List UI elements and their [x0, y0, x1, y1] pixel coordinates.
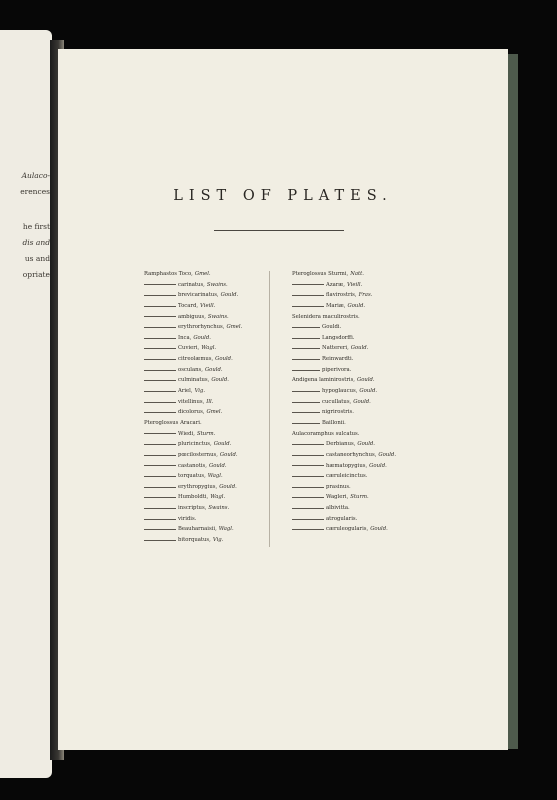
page-edge — [508, 54, 518, 749]
species-name: Derbianus, — [326, 441, 356, 448]
species-author: Vieill. — [346, 281, 363, 288]
ditto-dash — [144, 402, 176, 403]
species-name: Baillonii. — [322, 419, 346, 426]
left-page-fragment: erences — [20, 187, 50, 196]
species-name: cæruleogularis, — [326, 526, 369, 533]
species-name: erythrorhynchus, — [178, 324, 225, 331]
ditto-dash — [144, 327, 176, 328]
plate-entry — [292, 407, 482, 418]
plate-entry — [292, 503, 482, 514]
ditto-dash — [292, 348, 320, 349]
ditto-dash — [144, 497, 176, 498]
ditto-dash — [144, 508, 176, 509]
ditto-dash — [144, 455, 176, 456]
species-name: pluricinctus, — [178, 441, 212, 448]
species-name: Wiedi, — [178, 430, 195, 437]
ditto-dash — [292, 370, 320, 371]
species-author: Gould. — [353, 398, 371, 405]
species-name: Cuvieri, — [178, 345, 200, 352]
species-name: erythropygius, — [178, 483, 218, 490]
ditto-dash — [144, 295, 176, 296]
plate-entry — [292, 365, 482, 376]
plate-entry — [292, 514, 482, 525]
species-name: cucullatus, — [322, 398, 352, 405]
ditto-dash — [292, 391, 320, 392]
species-name: torquatus, — [178, 473, 206, 480]
plate-entry — [292, 322, 482, 333]
species-name: osculans, — [178, 366, 203, 373]
species-name: citreolæmus, — [178, 356, 214, 363]
plate-entry — [292, 312, 482, 323]
species-name: Pteroglossus Aracari. — [144, 419, 202, 426]
species-author: Fras. — [358, 292, 373, 299]
species-author: Vig. — [194, 388, 206, 395]
ditto-dash — [144, 476, 176, 477]
species-name: prasinus. — [326, 483, 351, 490]
ditto-dash — [292, 338, 320, 339]
species-author: Gould. — [219, 451, 238, 458]
ditto-dash — [292, 423, 320, 424]
plate-entry — [292, 280, 482, 291]
ditto-dash — [292, 455, 324, 456]
ditto-dash — [292, 327, 320, 328]
species-name: pœcilosternus, — [178, 451, 218, 458]
ditto-dash — [144, 284, 176, 285]
left-page-fragment: he first — [22, 222, 50, 231]
ditto-dash — [292, 295, 324, 296]
ditto-dash — [292, 508, 324, 509]
species-author: Wagl. — [218, 526, 234, 533]
species-name: nigrirostris. — [322, 409, 354, 416]
plate-entry — [292, 492, 482, 503]
ditto-dash — [292, 487, 324, 488]
species-name: bitorquatus, — [178, 537, 211, 544]
species-name: Ariel, — [178, 388, 193, 395]
plate-entry — [292, 397, 482, 408]
species-name: Nattereri, — [322, 345, 349, 352]
ditto-dash — [144, 359, 176, 360]
species-author: Gould. — [208, 462, 227, 469]
species-name: albivitta. — [326, 505, 350, 512]
species-author: Ill. — [206, 398, 214, 405]
left-page-fragment: us and — [24, 254, 50, 263]
ditto-dash — [292, 359, 320, 360]
species-name: Aulacoramphus sulcatus. — [292, 430, 360, 437]
species-name: Beauharnaisii, — [178, 526, 217, 533]
species-author: Sturm. — [196, 430, 216, 437]
plate-entry — [292, 290, 482, 301]
plate-entry — [292, 450, 482, 461]
species-name: Tocard, — [178, 302, 199, 309]
species-name: Andigena laminirostris, — [292, 377, 355, 384]
species-author: Gould. — [359, 388, 378, 395]
plate-entry — [292, 471, 482, 482]
book-page — [58, 49, 508, 750]
species-author: Gould. — [219, 483, 237, 490]
species-author: Vig. — [212, 537, 224, 544]
species-author: Gould. — [347, 302, 366, 309]
plate-entry — [292, 439, 482, 450]
plates-column-right — [292, 269, 482, 535]
plate-entry — [292, 461, 482, 472]
species-author: Gould. — [211, 377, 229, 384]
ditto-dash — [144, 316, 176, 317]
species-name: dicolorus, — [178, 409, 205, 416]
species-name: Humboldti, — [178, 494, 209, 501]
ditto-dash — [144, 433, 176, 434]
species-name: Gouldi. — [322, 324, 342, 331]
ditto-dash — [144, 529, 176, 530]
species-name: ambiguus, — [178, 313, 206, 320]
species-name: carinatus, — [178, 281, 205, 288]
ditto-dash — [144, 380, 176, 381]
species-author: Gould. — [356, 377, 375, 384]
ditto-dash — [144, 487, 176, 488]
ditto-dash — [292, 402, 320, 403]
ditto-dash — [292, 284, 324, 285]
plate-entry — [144, 535, 334, 546]
species-name: castanotis, — [178, 462, 207, 469]
left-page-fragment: dis and — [22, 238, 50, 247]
species-author: Wagl. — [207, 473, 223, 480]
species-name: culminatus, — [178, 377, 210, 384]
species-author: Wagl. — [201, 345, 217, 352]
species-name: Wagleri, — [326, 494, 349, 501]
species-author: Gmel. — [194, 271, 211, 277]
species-name: Mariæ, — [326, 302, 346, 309]
species-name: Azaræ, — [326, 281, 345, 288]
plate-entry — [292, 343, 482, 354]
plate-entry — [292, 269, 482, 280]
ditto-dash — [144, 444, 176, 445]
ditto-dash — [144, 306, 176, 307]
ditto-dash — [144, 412, 176, 413]
plate-entry — [292, 429, 482, 440]
species-name: Reinwardti. — [322, 356, 354, 363]
species-name: Selenidera maculirostris. — [292, 313, 360, 320]
species-author: Gould. — [369, 462, 387, 469]
ditto-dash — [144, 338, 176, 339]
species-author: Gould. — [193, 334, 211, 341]
ditto-dash — [144, 391, 176, 392]
species-name: cæruleicinctus. — [326, 473, 368, 480]
plate-entry — [292, 386, 482, 397]
species-name: vitellinus, — [178, 398, 205, 405]
ditto-dash — [292, 465, 324, 466]
species-author: Gould. — [220, 292, 239, 299]
title-rule — [214, 230, 344, 231]
species-author: Gould. — [215, 356, 233, 363]
species-name: hæmatopygius, — [326, 462, 368, 469]
species-author: Wagl. — [210, 494, 226, 501]
ditto-dash — [292, 519, 324, 520]
left-page-fragment: Aulaco- — [21, 171, 50, 180]
species-name: Ramphastos Toco, — [144, 271, 193, 277]
ditto-dash — [292, 306, 324, 307]
species-author: Natt. — [350, 271, 364, 277]
ditto-dash — [144, 540, 176, 541]
species-author: Gould. — [204, 366, 223, 373]
species-name: Langsdorffi. — [322, 334, 355, 341]
species-author: Swains. — [206, 281, 228, 288]
plate-entry — [292, 482, 482, 493]
species-author: Gmel. — [226, 324, 243, 331]
species-author: Gould. — [378, 451, 397, 458]
species-name: Inca, — [178, 334, 192, 341]
species-name: inscriptus, — [178, 505, 207, 512]
ditto-dash — [144, 370, 176, 371]
ditto-dash — [292, 412, 320, 413]
species-name: hypoglaucus, — [322, 388, 358, 395]
plate-entry — [292, 418, 482, 429]
ditto-dash — [292, 444, 324, 445]
species-author: Vieill. — [200, 302, 216, 309]
plate-entry — [292, 354, 482, 365]
species-author: Gould. — [357, 441, 375, 448]
species-author: Gould. — [213, 441, 232, 448]
species-author: Gould. — [370, 526, 388, 533]
species-name: castaneorhynchus, — [326, 451, 377, 458]
left-facing-page — [0, 30, 52, 778]
species-name: piperivora. — [322, 366, 352, 373]
plate-entry — [292, 301, 482, 312]
species-author: Sturm. — [350, 494, 369, 501]
species-name: Pteroglossus Sturmi, — [292, 271, 349, 277]
species-name: flavirostris, — [326, 292, 357, 299]
page-title: LIST OF PLATES. — [173, 188, 393, 204]
species-author: Gould. — [350, 345, 369, 352]
ditto-dash — [144, 348, 176, 349]
species-author: Swains. — [208, 505, 230, 512]
species-author: Swains. — [207, 313, 229, 320]
species-name: brevicarinatus, — [178, 292, 219, 299]
plate-entry — [292, 524, 482, 535]
left-page-fragment: opriate — [22, 270, 50, 279]
species-author: Gmel. — [206, 409, 223, 416]
ditto-dash — [292, 476, 324, 477]
species-name: viridis. — [178, 515, 197, 522]
plate-entry — [292, 333, 482, 344]
ditto-dash — [292, 529, 324, 530]
plate-entry — [292, 375, 482, 386]
ditto-dash — [144, 519, 176, 520]
species-name: atrogularis. — [326, 515, 358, 522]
ditto-dash — [144, 465, 176, 466]
ditto-dash — [292, 497, 324, 498]
